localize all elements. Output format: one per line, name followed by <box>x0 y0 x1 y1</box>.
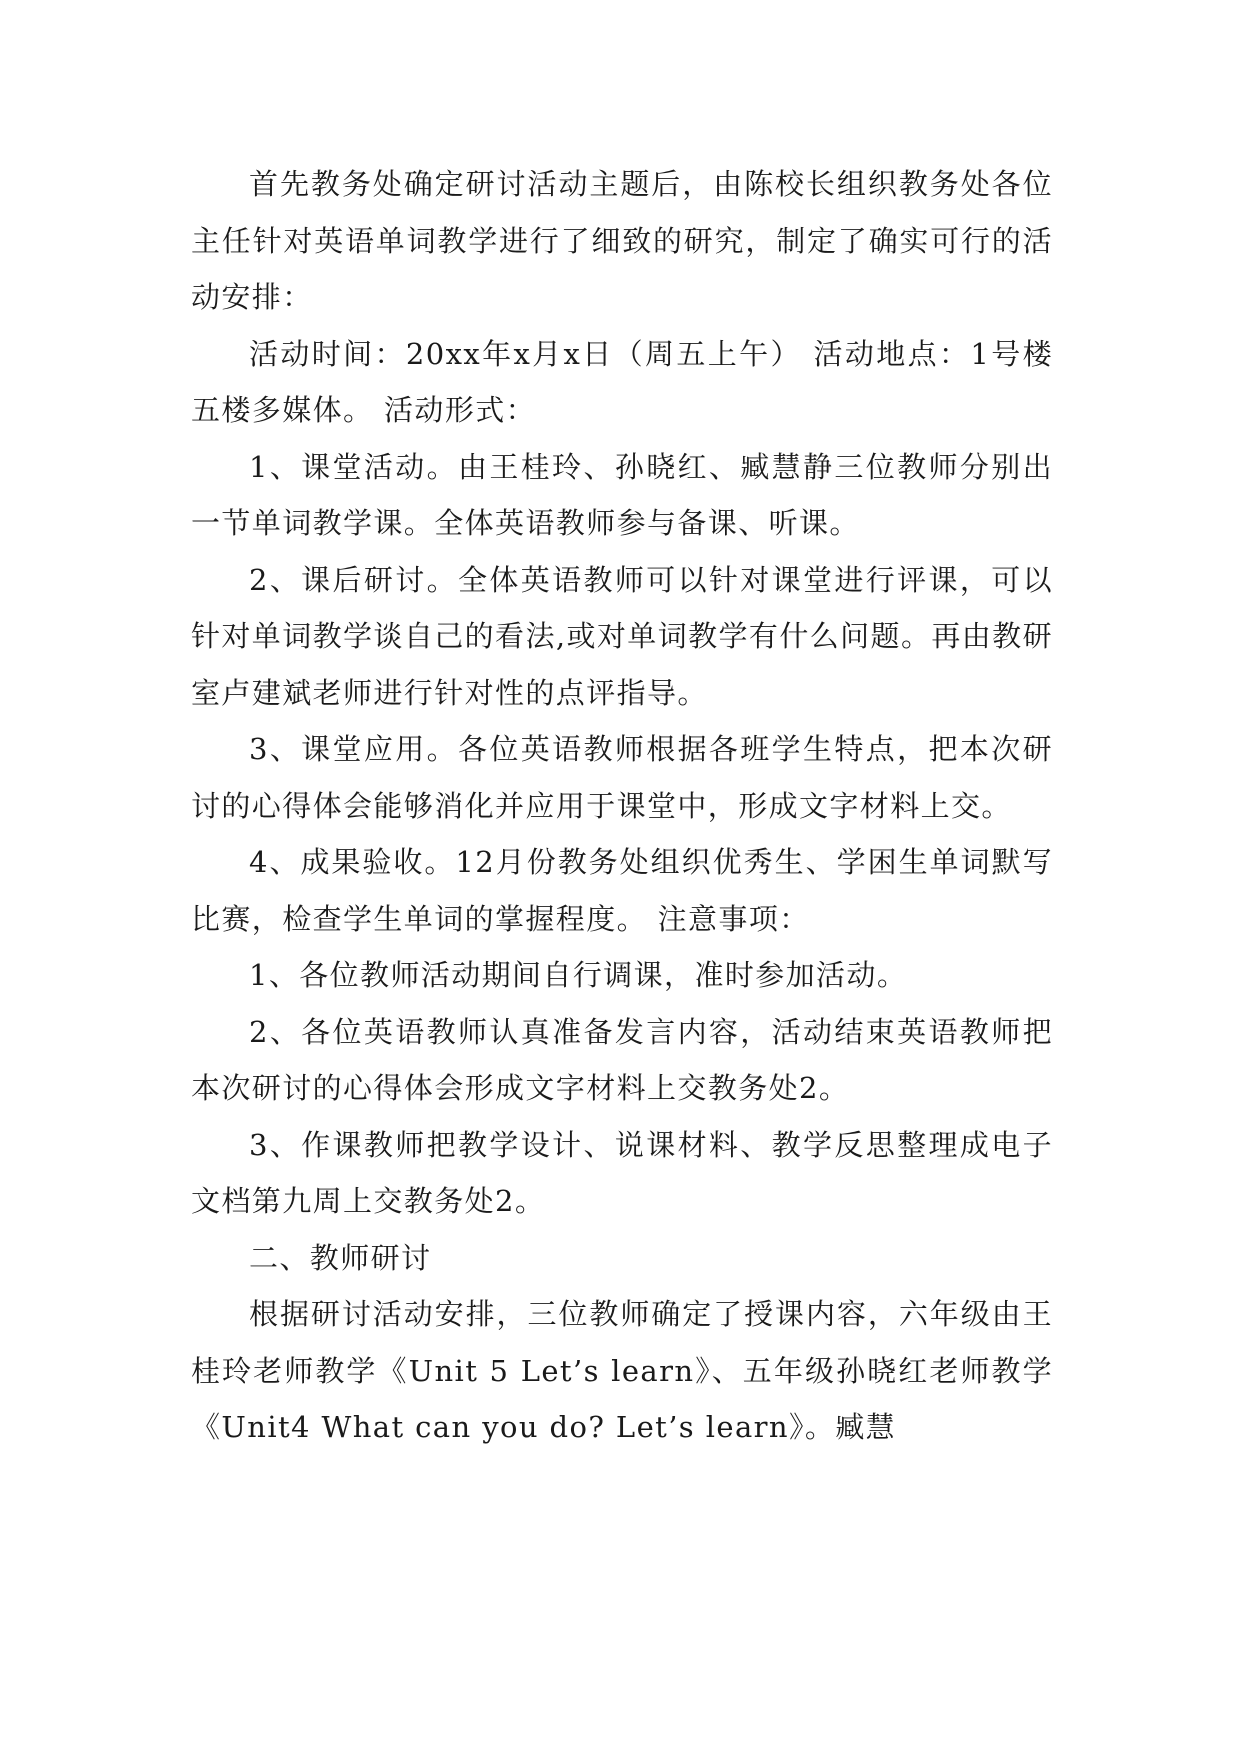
paragraph-note-1: 1、各位教师活动期间自行调课，准时参加活动。 <box>249 958 908 992</box>
paragraph-classroom-activity: 1、课堂活动。由王桂玲、孙晓红、臧慧静三位教师分别出一节单词教学课。全体英语教师参与备课、听课。 <box>191 449 1053 540</box>
document-body <box>191 156 1053 1456</box>
paragraph-intro: 首先教务处确定研讨活动主题后，由陈校长组织教务处各位主任针对英语单词教学进行了细致的研究，制定了确实可行的活动安排： <box>191 167 1053 314</box>
paragraph-time-place: 活动时间：20xx年x月x日（周五上午） 活动地点：1号楼五楼多媒体。 活动形式： <box>191 336 1053 427</box>
paragraph-classroom-application: 3、课堂应用。各位英语教师根据各班学生特点，把本次研讨的心得体会能够消化并应用于课堂中，形成文字材料上交。 <box>191 732 1053 823</box>
paragraph-post-class-discussion: 2、课后研讨。全体英语教师可以针对课堂进行评课，可以针对单词教学谈自己的看法,或对单词教学有什么问题。再由教研室卢建斌老师进行针对性的点评指导。 <box>191 562 1053 710</box>
paragraph-teacher-discussion: 根据研讨活动安排，三位教师确定了授课内容，六年级由王桂玲老师教学《Unit 5 Let’s learn》、五年级孙晓红老师教学《Unit4 What can you do? Let’s learn》。臧慧 <box>191 1297 1053 1444</box>
section-heading: 二、教师研讨 <box>249 1240 432 1275</box>
paragraph-results-check: 4、成果验收。12月份教务处组织优秀生、学困生单词默写比赛，检查学生单词的掌握程度。 注意事项： <box>191 845 1053 936</box>
paragraph-note-3: 3、作课教师把教学设计、说课材料、教学反思整理成电子文档第九周上交教务处2。 <box>191 1127 1053 1218</box>
paragraph-note-2: 2、各位英语教师认真准备发言内容，活动结束英语教师把本次研讨的心得体会形成文字材料上交教务处2。 <box>191 1014 1053 1105</box>
